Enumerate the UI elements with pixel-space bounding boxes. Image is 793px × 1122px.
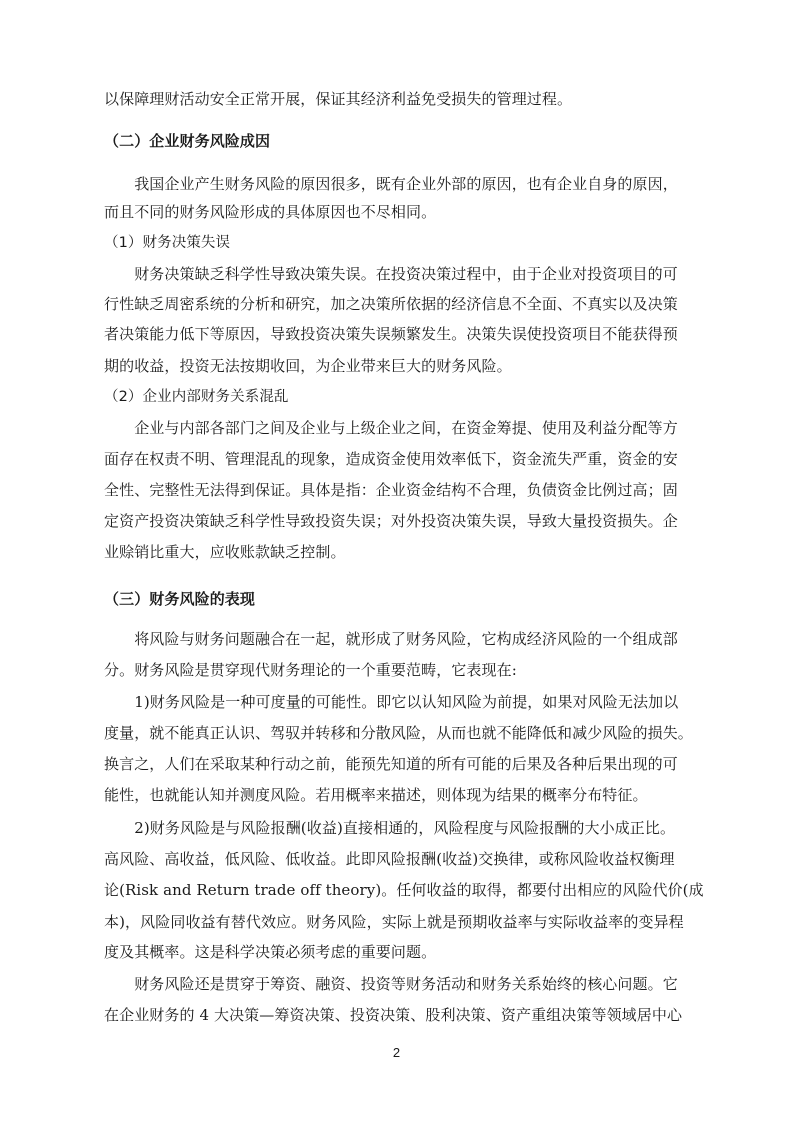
paragraph-line: 财务风险还是贯穿于筹资、融资、投资等财务活动和财务关系始终的核心问题。它 xyxy=(104,975,678,993)
paragraph-line: 定资产投资决策缺乏科学性导致投资失误；对外投资决策失误，导致大量投资损失。企 xyxy=(104,512,678,530)
paragraph-line: 本)，风险同收益有替代效应。财务风险，实际上就是预期收益率与实际收益率的变异程 xyxy=(104,913,684,931)
paragraph-line: 企业与内部各部门之间及企业与上级企业之间，在资金筹提、使用及利益分配等方 xyxy=(104,419,678,437)
paragraph-line: 以保障理财活动安全正常开展，保证其经济利益免受损失的管理过程。 xyxy=(104,90,573,108)
paragraph-line: 者决策能力低下等原因，导致投资决策失误频繁发生。决策失误使投资项目不能获得预 xyxy=(104,325,678,343)
paragraph-line: 期的收益，投资无法按期收回，为企业带来巨大的财务风险。 xyxy=(104,357,512,375)
paragraph-line: 我国企业产生财务风险的原因很多，既有企业外部的原因，也有企业自身的原因， xyxy=(104,175,678,193)
paragraph-line: 度及其概率。这是科学决策必须考虑的重要问题。 xyxy=(104,943,437,961)
paragraph-line: 分。财务风险是贯穿现代财务理论的一个重要范畴，它表现在: xyxy=(104,661,517,679)
paragraph-line: 度量，就不能真正认识、驾驭并转移和分散风险，从而也就不能降低和减少风险的损失。 xyxy=(104,724,693,742)
paragraph-line: 行性缺乏周密系统的分析和研究，加之决策所依据的经济信息不全面、不真实以及决策 xyxy=(104,295,678,313)
paragraph-line: 高风险、高收益，低风险、低收益。此即风险报酬(收益)交换律，或称风险收益权衡理 xyxy=(104,850,675,868)
paragraph-line: 换言之，人们在采取某种行动之前，能预先知道的所有可能的后果及各种后果出现的可 xyxy=(104,755,678,773)
paragraph-line: 2)财务风险是与风险报酬(收益)直接相通的，风险程度与风险报酬的大小成正比。 xyxy=(104,819,676,837)
page-number: 2 xyxy=(392,1045,401,1060)
section-heading: （三）财务风险的表现 xyxy=(104,590,256,608)
paragraph-line: 而且不同的财务风险形成的具体原因也不尽相同。 xyxy=(104,203,437,221)
subsection-heading: （1）财务决策失误 xyxy=(104,235,231,251)
subsection-heading: （2）企业内部财务关系混乱 xyxy=(104,389,289,405)
paragraph-line: 在企业财务的 4 大决策—筹资决策、投资决策、股利决策、资产重组决策等领域居中心 xyxy=(104,1006,683,1024)
paragraph-line: 论(Risk and Return trade off theory)。任何收益的取得，都要付出相应的风险代价(成 xyxy=(104,881,704,899)
paragraph-line: 将风险与财务问题融合在一起，就形成了财务风险，它构成经济风险的一个组成部 xyxy=(104,630,678,648)
paragraph-line: 全性、完整性无法得到保证。具体是指：企业资金结构不合理，负债资金比例过高；固 xyxy=(104,481,678,499)
paragraph-line: 面存在权责不明、管理混乱的现象，造成资金使用效率低下，资金流失严重，资金的安 xyxy=(104,450,678,468)
paragraph-line: 1)财务风险是一种可度量的可能性。即它以认知风险为前提，如果对风险无法加以 xyxy=(104,693,679,711)
paragraph-line: 能性，也就能认知并测度风险。若用概率来描述，则体现为结果的概率分布特征。 xyxy=(104,786,648,804)
section-heading: （二）企业财务风险成因 xyxy=(104,132,271,150)
paragraph-line: 业赊销比重大，应收账款缺乏控制。 xyxy=(104,543,346,561)
paragraph-line: 财务决策缺乏科学性导致决策失误。在投资决策过程中，由于企业对投资项目的可 xyxy=(104,265,678,283)
